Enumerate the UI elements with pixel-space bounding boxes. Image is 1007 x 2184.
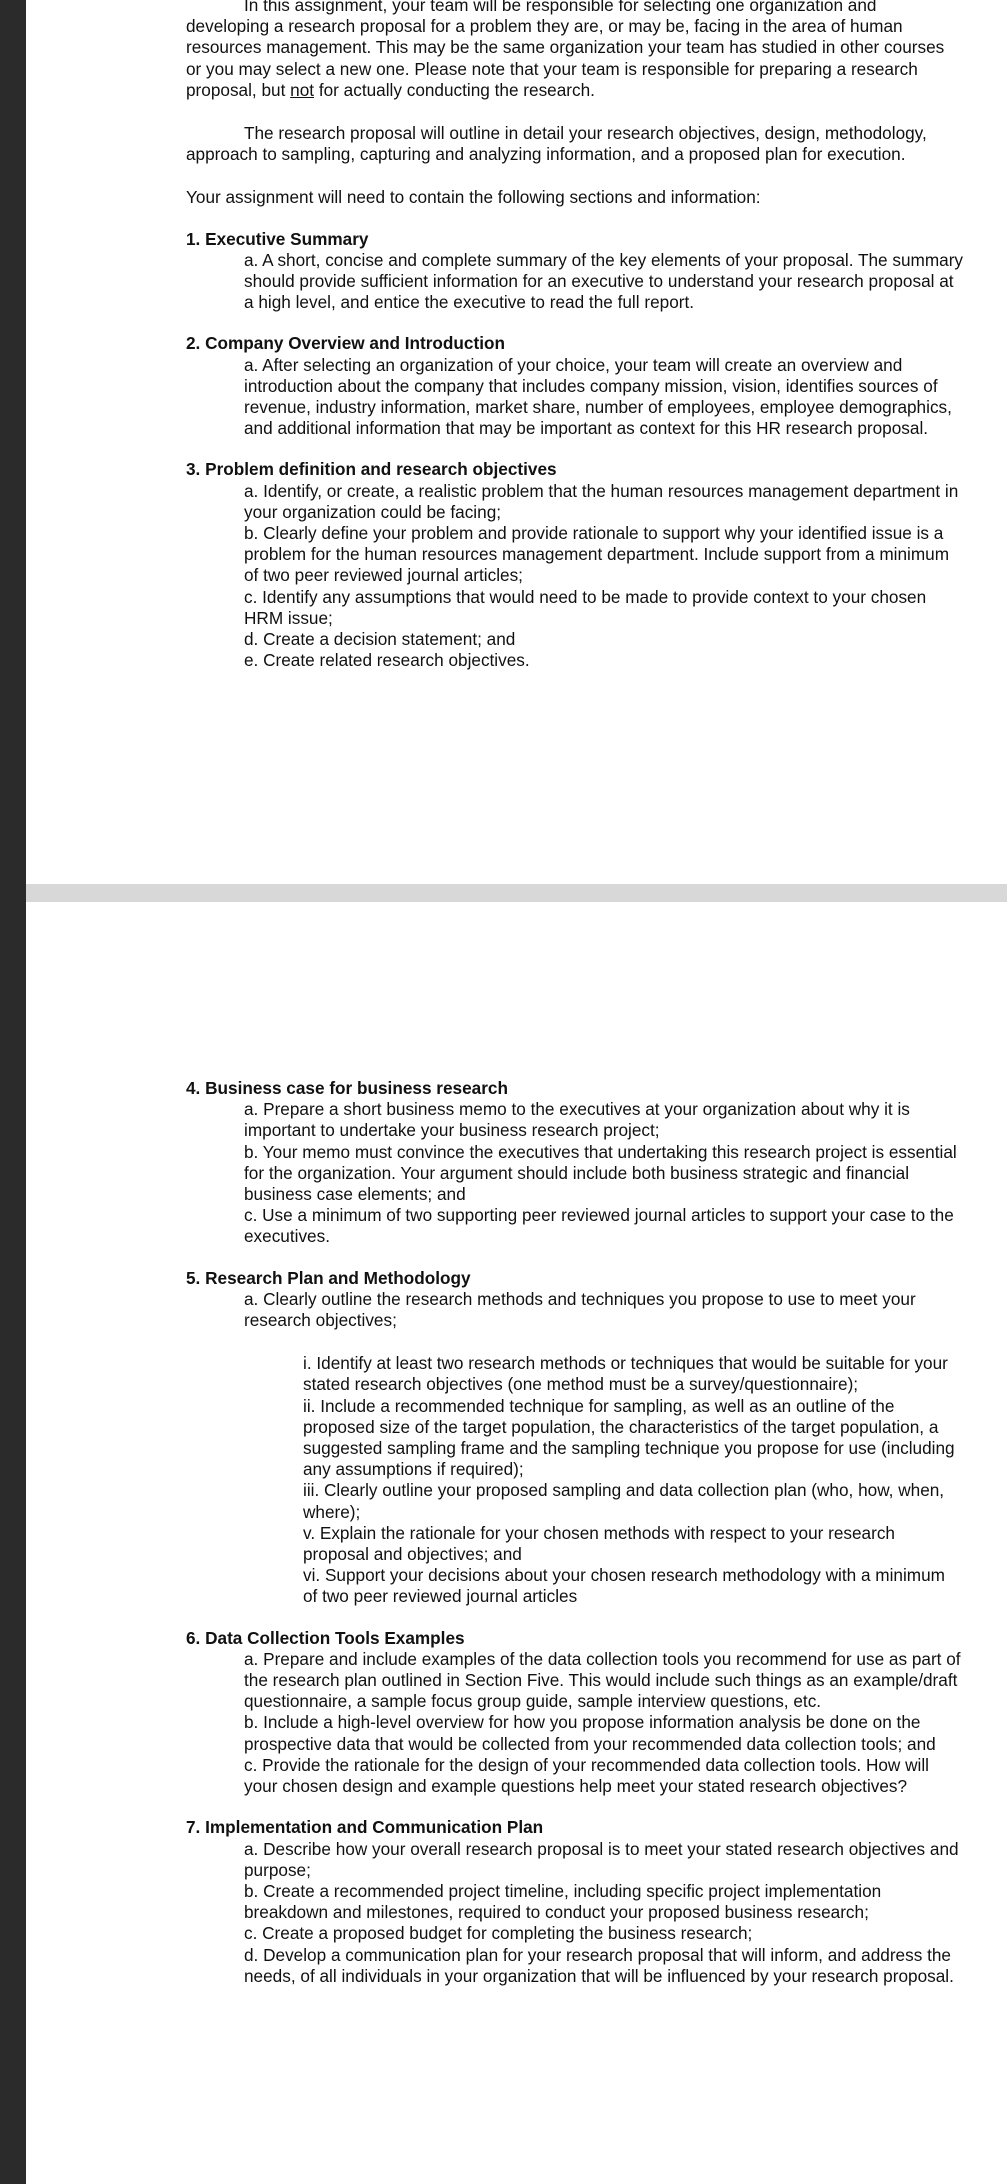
section-5-item-v: v. Explain the rationale for your chosen methods with respect to your research proposal and objectives; and xyxy=(303,1522,895,1565)
intro-text: In this assignment, your team will be responsible for selecting one organization and developing a research proposal for a problem they are, or may be, facing in the area of human resources management. This may be the same organization your team has studied in other courses or you may select a new one. Please note that your team is responsible for preparing a research proposal, but xyxy=(186,0,945,100)
section-7-item-a: a. Describe how your overall research proposal is to meet your stated research objectives and purpose; xyxy=(244,1838,959,1880)
section-4-item-c: c. Use a minimum of two supporting peer reviewed journal articles to support your case to the executives. xyxy=(244,1205,954,1247)
section-2-heading: 2. Company Overview and Introduction xyxy=(186,333,505,354)
underlined-word: not xyxy=(290,79,315,100)
section-1-heading: 1. Executive Summary xyxy=(186,228,369,249)
section-3-item-a: a. Identify, or create, a realistic problem that the human resources management department in your organization could be facing; xyxy=(244,480,959,522)
section-4-heading: 4. Business case for business research xyxy=(186,1078,508,1098)
intro-paragraph-3: Your assignment will need to contain the following sections and information: xyxy=(186,187,761,208)
section-3-item-c: c. Identify any assumptions that would need to be made to provide context to your chosen HRM issue; xyxy=(244,586,927,628)
section-6-item-b: b. Include a high-level overview for how you propose information analysis be done on the prospective data that would be collected from your recommended data collection tools; and xyxy=(244,1712,936,1754)
intro-text-end: for actually conducting the research. xyxy=(314,79,595,100)
section-4-item-b: b. Your memo must convince the executives that undertaking this research project is essential for the organization. Your argument should include both business strategic and financial business case elements; and xyxy=(244,1141,957,1205)
section-5-heading: 5. Research Plan and Methodology xyxy=(186,1267,471,1288)
section-7-item-b: b. Create a recommended project timeline, including specific project implementation breakdown and milestones, required to conduct your proposed business research; xyxy=(244,1880,882,1923)
section-7-heading: 7. Implementation and Communication Plan xyxy=(186,1817,544,1838)
section-5-item-a: a. Clearly outline the research methods and techniques you propose to use to meet your research objectives; xyxy=(244,1288,916,1331)
section-7-item-c: c. Create a proposed budget for completing the business research; xyxy=(244,1923,753,1944)
section-6-item-a: a. Prepare and include examples of the data collection tools you recommend for use as part of the research plan outlined in Section Five. This would include such things as an example/draft questionnaire, a sample focus group guide, sample interview questions, etc. xyxy=(244,1648,961,1712)
section-7-item-d: d. Develop a communication plan for your research proposal that will inform, and address the needs, of all individuals in your organization that will be influenced by your research proposal. xyxy=(244,1944,954,1986)
section-1-item-a: a. A short, concise and complete summary of the key elements of your proposal. The summary should provide sufficient information for an executive to understand your research proposal at a high level, and entice the executive to read the full report. xyxy=(244,249,964,313)
section-3-item-e: e. Create related research objectives. xyxy=(244,650,530,671)
section-5-item-i: i. Identify at least two research methods or techniques that would be suitable for your stated research objectives (one method must be a survey/questionnaire); xyxy=(303,1353,948,1395)
section-6-item-c: c. Provide the rationale for the design of your recommended data collection tools. How will your chosen design and example questions help meet your stated research objectives? xyxy=(244,1754,929,1797)
section-3-heading: 3. Problem definition and research objectives xyxy=(186,459,557,480)
section-4-item-a: a. Prepare a short business memo to the executives at your organization about why it is important to undertake your business research project; xyxy=(244,1099,910,1141)
document-page-2 xyxy=(26,902,1007,2184)
page-2-content xyxy=(186,1078,964,1987)
section-6-heading: 6. Data Collection Tools Examples xyxy=(186,1627,465,1648)
viewer-left-margin xyxy=(0,0,22,2184)
intro-paragraph-1 xyxy=(186,0,964,101)
document-page-1 xyxy=(26,0,1007,884)
page-separator xyxy=(26,884,1007,902)
intro-paragraph-2: The research proposal will outline in detail your research objectives, design, methodology, approach to sampling, capturing and analyzing information, and a proposed plan for execution. xyxy=(186,123,927,165)
section-2-item-a: a. After selecting an organization of your choice, your team will create an overview and introduction about the company that includes company mission, vision, identifies sources of revenue, industry information, market share, number of employees, employee demographics, and additional information that may be important as context for this HR research proposal. xyxy=(244,354,952,439)
section-3-item-b: b. Clearly define your problem and provide rationale to support why your identified issue is a problem for the human resources management department. Include support from a minimum of two peer reviewed journal articles; xyxy=(244,523,950,586)
page-1-content xyxy=(186,0,964,671)
section-5-item-ii: ii. Include a recommended technique for sampling, as well as an outline of the proposed size of the target population, the characteristics of the target population, a suggested sampling frame and the sampling technique you propose for use (including any assumptions if required); xyxy=(303,1395,955,1480)
section-3-item-d: d. Create a decision statement; and xyxy=(244,629,516,650)
section-5-item-vi: vi. Support your decisions about your chosen research methodology with a minimum of two peer reviewed journal articles xyxy=(303,1565,945,1607)
section-5-item-iii: iii. Clearly outline your proposed sampling and data collection plan (who, how, when, where); xyxy=(303,1480,945,1522)
